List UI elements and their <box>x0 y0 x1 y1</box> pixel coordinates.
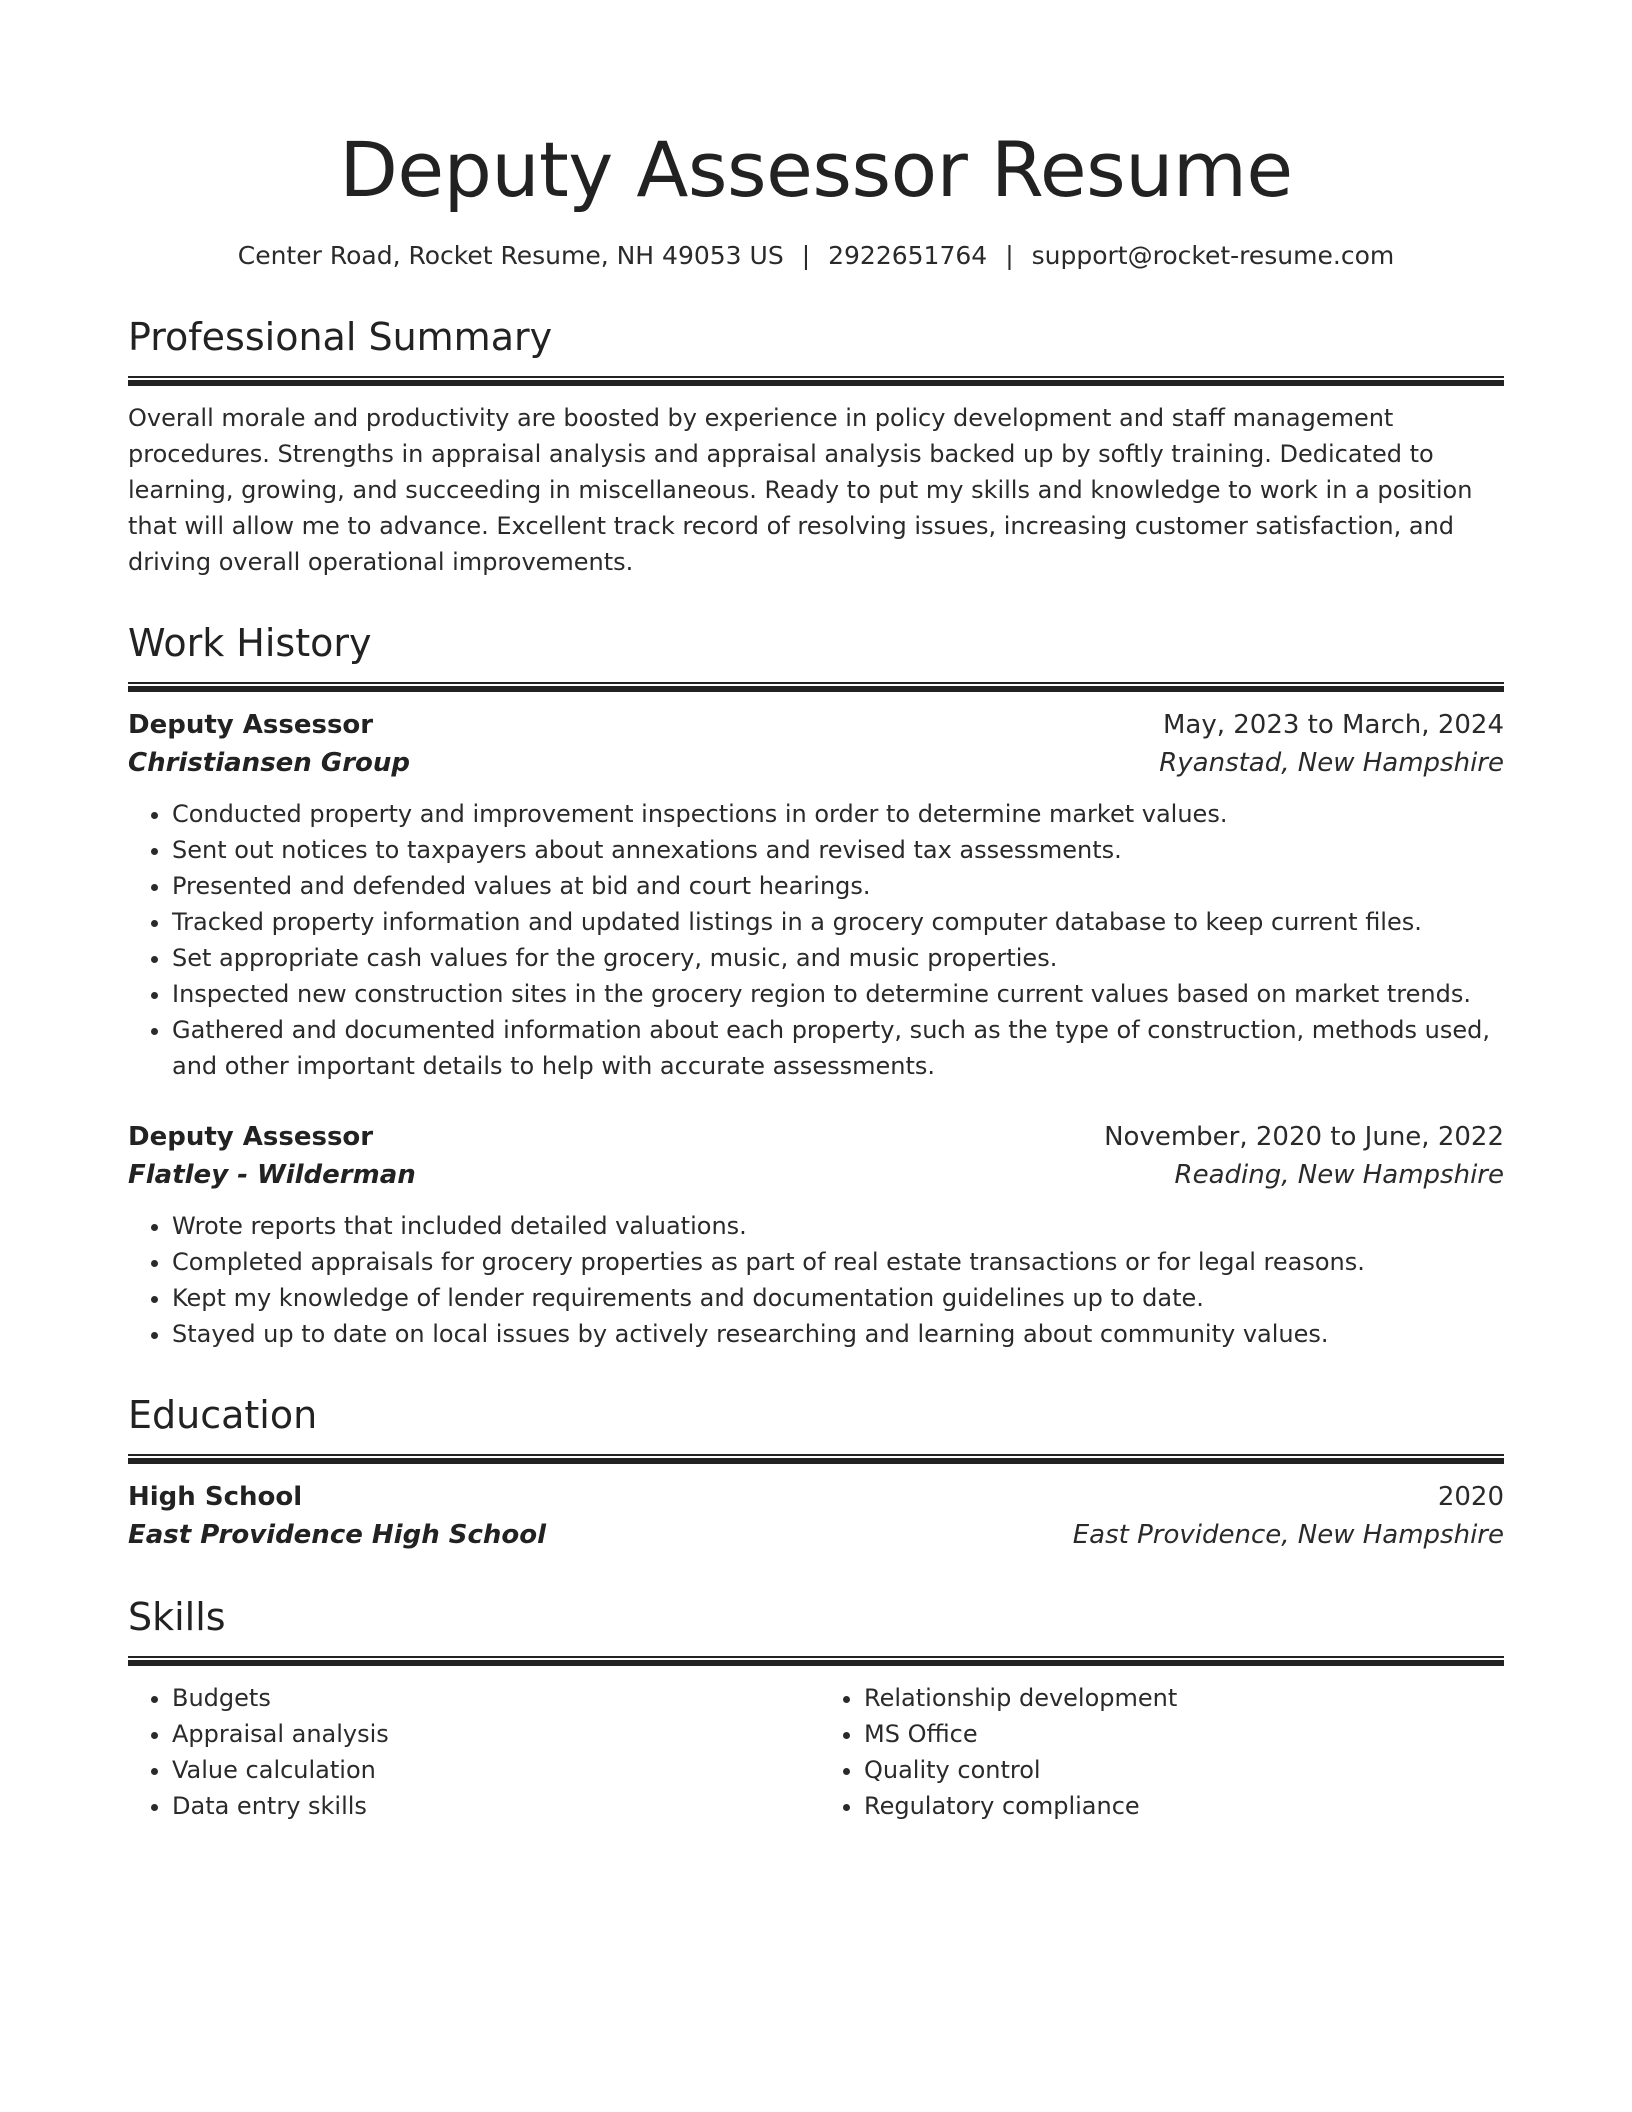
skill-item: • Data entry skills <box>172 1788 816 1824</box>
job-duty: • Conducted property and improvement inspections in order to determine market values. <box>172 796 1504 832</box>
contact-separator: | <box>801 241 811 270</box>
skill-item: • Regulatory compliance <box>864 1788 1504 1824</box>
skill-item: • Appraisal analysis <box>172 1716 816 1752</box>
job-duty: • Set appropriate cash values for the grocery, music, and music properties. <box>172 940 1504 976</box>
section-divider <box>128 376 1504 386</box>
job-location: Ryanstad, New Hampshire <box>1159 748 1504 778</box>
skill-item: • Quality control <box>864 1752 1504 1788</box>
skill-item: • Budgets <box>172 1680 816 1716</box>
job-duty: • Inspected new construction sites in the grocery region to determine current values based on market trends. <box>172 976 1504 1012</box>
skills-list-left <box>128 1680 816 1824</box>
job-title: Deputy Assessor <box>128 710 374 740</box>
summary-text: Overall morale and productivity are boosted by experience in policy development and staff management procedures. Strengths in appraisal analysis and appraisal analysis backed up by softly training. Dedicated to learning, growing, and succeeding in miscellaneous. Ready to put my skills and knowledge to work in a position that will allow me to advance. Excellent track record of resolving issues, increasing customer satisfaction, and driving overall operational improvements. <box>128 404 1473 576</box>
job-duty: • Completed appraisals for grocery properties as part of real estate transactions or for legal reasons. <box>172 1244 1504 1280</box>
education-section <box>128 1390 1504 1554</box>
job-duty: • Stayed up to date on local issues by actively researching and learning about community values. <box>172 1316 1504 1352</box>
job-location: Reading, New Hampshire <box>1174 1160 1504 1190</box>
job-dates: November, 2020 to June, 2022 <box>1104 1122 1504 1152</box>
job-duty: • Wrote reports that included detailed valuations. <box>172 1208 1504 1244</box>
section-divider <box>128 1656 1504 1666</box>
contact-address: Center Road, Rocket Resume, NH 49053 US <box>237 241 784 270</box>
job-duty: • Gathered and documented information about each property, such as the type of construction, methods used, and other important details to help with accurate assessments. <box>172 1012 1504 1084</box>
skills-grid <box>128 1680 1504 1824</box>
section-heading-education: Education <box>128 1393 318 1437</box>
skills-list-right <box>816 1680 1504 1824</box>
contact-phone: 2922651764 <box>828 241 988 270</box>
skills-section <box>128 1592 1504 1824</box>
skill-item: • Relationship development <box>864 1680 1504 1716</box>
job-dates: May, 2023 to March, 2024 <box>1162 710 1504 740</box>
contact-email: support@rocket-resume.com <box>1031 241 1395 270</box>
job-duty: • Sent out notices to taxpayers about annexations and revised tax assessments. <box>172 832 1504 868</box>
section-heading-work: Work History <box>128 621 372 665</box>
section-divider <box>128 682 1504 692</box>
job-duties <box>128 1208 1504 1352</box>
job-company: Christiansen Group <box>128 748 411 778</box>
summary-section <box>128 312 1504 580</box>
resume-title: Deputy Assessor Resume <box>339 125 1293 214</box>
contact-separator: | <box>1005 241 1014 270</box>
section-heading-skills: Skills <box>128 1595 226 1639</box>
education-location: East Providence, New Hampshire <box>1072 1520 1504 1550</box>
skill-item: • Value calculation <box>172 1752 816 1788</box>
job-duties <box>128 796 1504 1084</box>
job-duty: • Kept my knowledge of lender requirements and documentation guidelines up to date. <box>172 1280 1504 1316</box>
education-school: East Providence High School <box>128 1520 547 1550</box>
job-duty: • Presented and defended values at bid and court hearings. <box>172 868 1504 904</box>
job-entry <box>128 706 1504 1084</box>
job-title: Deputy Assessor <box>128 1122 374 1152</box>
section-heading-summary: Professional Summary <box>128 315 553 359</box>
skill-item: • MS Office <box>864 1716 1504 1752</box>
contact-line <box>128 238 1504 274</box>
section-divider <box>128 1454 1504 1464</box>
job-entry <box>128 1118 1504 1352</box>
work-section <box>128 618 1504 1352</box>
job-duty: • Tracked property information and updated listings in a grocery computer database to keep current files. <box>172 904 1504 940</box>
education-degree: High School <box>128 1482 303 1512</box>
education-year: 2020 <box>1437 1482 1504 1512</box>
job-company: Flatley - Wilderman <box>128 1160 416 1190</box>
